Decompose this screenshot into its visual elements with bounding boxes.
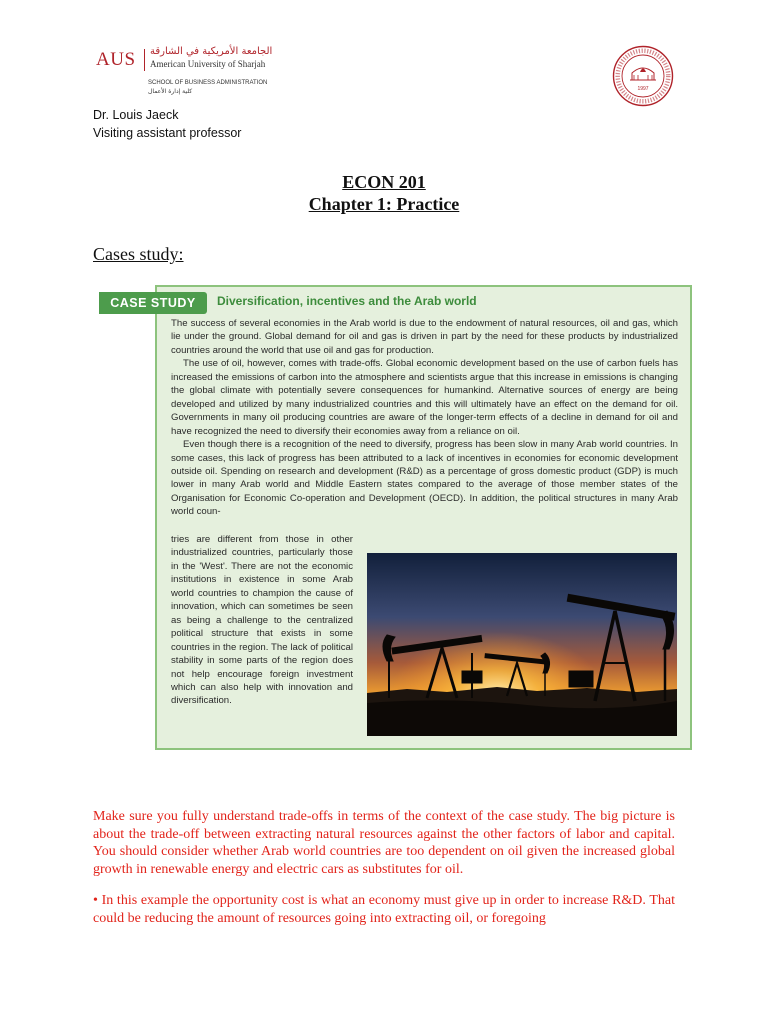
case-paragraph-continued: tries are different from those in other industrialized countries, particularly those in the 'West'. There are not the economic institutions in existence in some Arab world countries to champion the cause of innovation, which can sometimes be seen as being a challenge to the centralized political structure that exists in some countries in the region. The lack of political stability in some parts of the region does not help encourage foreign investment which can also help with innovation and diversification. [171,534,353,707]
author-name: Dr. Louis Jaeck [93,108,179,122]
school-name-arabic: كلية إدارة الأعمال [148,88,193,95]
chapter-title: Chapter 1: Practice [308,194,460,214]
case-study-text [171,317,678,519]
university-name-english: American University of Sharjah [150,59,266,69]
section-heading: Cases study: [93,244,184,264]
university-seal-icon [612,45,674,107]
case-paragraph: Even though there is a recognition of the need to diversify, progress has been slow in many Arab world countries. In some cases, this lack of progress has been attributed to a lack of incentives in economies for economic development outside oil. Spending on research and development (R&D) as a percentage of gross domestic product (GDP) is much lower in many Arab world and Middle Eastern states compared to the average of those member states of the Organisation for Economic Co-operation and Development (OECD). In addition, the political structures in many Arab world coun- [171,439,678,518]
case-study-tag: CASE STUDY [99,292,207,314]
instructor-note-bullet: • In this example the opportunity cost is what an economy must give up in order to increase R&D. That could be reducing the amount of resources going into extracting oil, or foregoing [93,893,675,926]
instructor-note: Make sure you fully understand trade-offs in terms of the context of the case study. The big picture is about the trade-off between extracting natural resources against the other factors of labor and capital. You should consider whether Arab world countries are too dependent on oil given the increased global growth in renewable energy and electric cars as substitutes for oil. [93,809,675,877]
author-title: Visiting assistant professor [93,126,242,140]
course-code: ECON 201 [342,172,426,192]
case-paragraph: The success of several economies in the Arab world is due to the endowment of natural resources, oil and gas, which lie under the ground. Global demand for oil and gas is driven in part by the need for these products by industrialized countries around the world that use oil and gas for production. [171,318,678,356]
case-study-title: Diversification, incentives and the Arab world [217,294,477,308]
school-name-english: SCHOOL OF BUSINESS ADMINISTRATION [148,80,268,86]
author-block [93,106,241,142]
seal-year: 1997 [637,86,649,92]
university-name-arabic: الجامعة الأمريكية في الشارقة [150,46,273,57]
logo-divider [144,49,145,71]
oil-pumpjack-photo [367,553,677,736]
aus-logo-mark: AUS [96,49,136,70]
university-logo [96,44,296,99]
case-paragraph: The use of oil, however, comes with trade-offs. Global economic development based on the use of carbon fuels has increased the emissions of carbon into the atmosphere and scientists argue that this increase in emissions is changing the global climate with potentially severe consequences for humankind. Alternative sources of energy are being developed and utilized by many industrialized countries and this will ultimately have an effect on the demand for oil. Governments in many oil producing countries are aware of the longer-term effects of a decline in demand for oil and have recognized the need to diversify their economies away from a reliance on oil. [171,358,678,437]
